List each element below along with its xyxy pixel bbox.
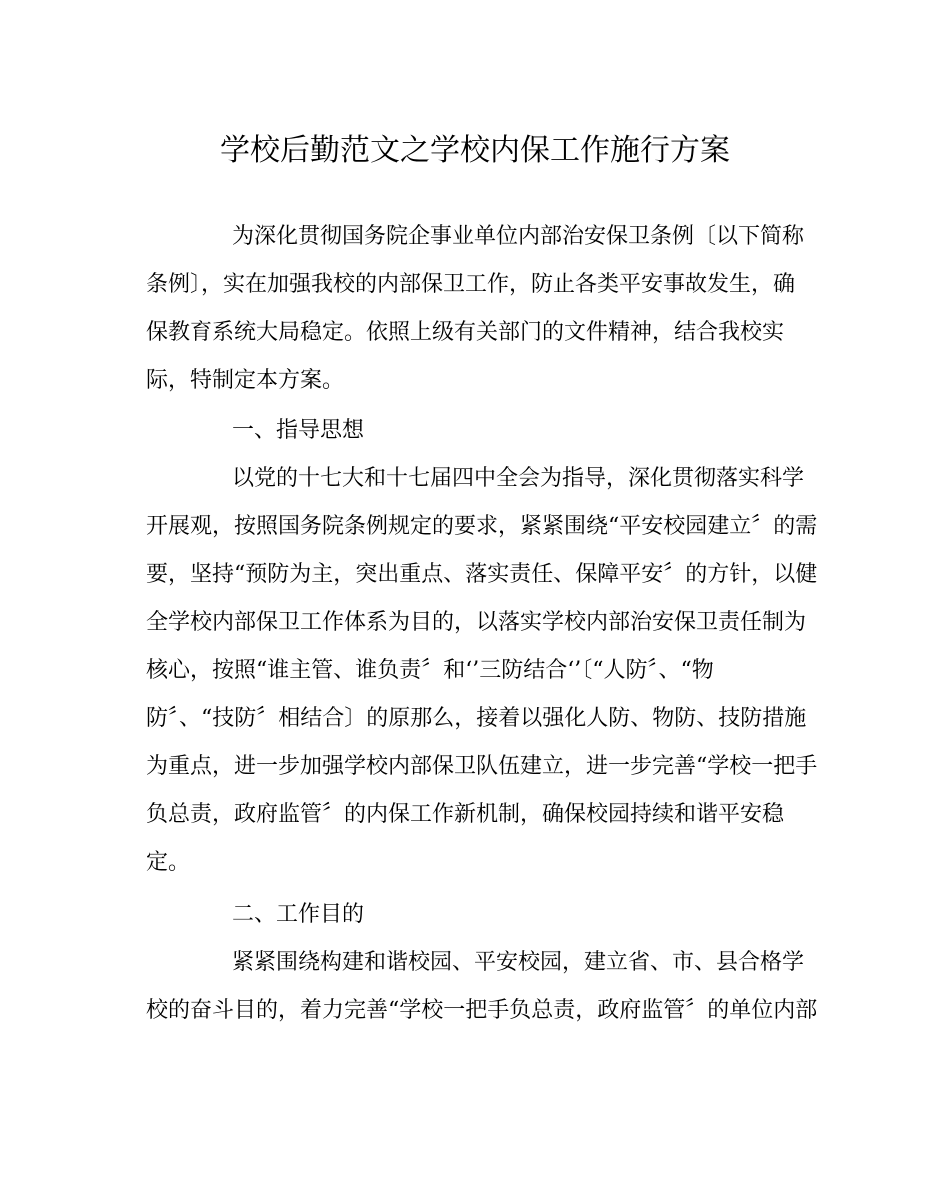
section-heading: 二、工作目的 (232, 902, 365, 927)
paragraph-line: 核心，按照“谁主管、谁负责〞和‘’三防结合‘’〔“人防〞、“物 (146, 658, 714, 683)
paragraph-line: 定。 (146, 850, 191, 875)
paragraph-line: 开展观，按照国务院条例规定的要求，紧紧围绕“平安校园建立〞的需 (146, 514, 818, 539)
paragraph-line: 为重点，进一步加强学校内部保卫队伍建立，进一步完善“学校一把手 (146, 754, 818, 779)
paragraph-line: 要，坚持“预防为主，突出重点、落实责任、保障平安〞的方针，以健 (146, 562, 818, 587)
paragraph-line: 校的奋斗目的，着力完善“学校一把手负总责，政府监管〞的单位内部 (146, 998, 818, 1023)
document-title: 学校后勤范文之学校内保工作施行方案 (220, 133, 730, 168)
paragraph-line: 保教育系统大局稳定。依照上级有关部门的文件精神，结合我校实 (146, 320, 785, 345)
paragraph-line: 以党的十七大和十七届四中全会为指导，深化贯彻落实科学 (232, 466, 805, 491)
paragraph-line: 际，特制定本方案。 (146, 368, 345, 393)
paragraph-line: 全学校内部保卫工作体系为目的，以落实学校内部治安保卫责任制为 (146, 610, 807, 635)
paragraph-line: 条例〕，实在加强我校的内部保卫工作，防止各类平安事故发生，确 (146, 272, 796, 297)
paragraph-line: 为深化贯彻国务院企事业单位内部治安保卫条例〔以下简称 (232, 224, 805, 249)
paragraph-line: 负总责，政府监管〞的内保工作新机制，确保校园持续和谐平安稳 (146, 802, 785, 827)
paragraph-line: 防〞、“技防〞相结合〕的原那么，接着以强化人防、物防、技防措施 (146, 706, 807, 731)
section-heading: 一、指导思想 (232, 418, 365, 443)
paragraph-line: 紧紧围绕构建和谐校园、平安校园，建立省、市、县合格学 (232, 950, 805, 975)
